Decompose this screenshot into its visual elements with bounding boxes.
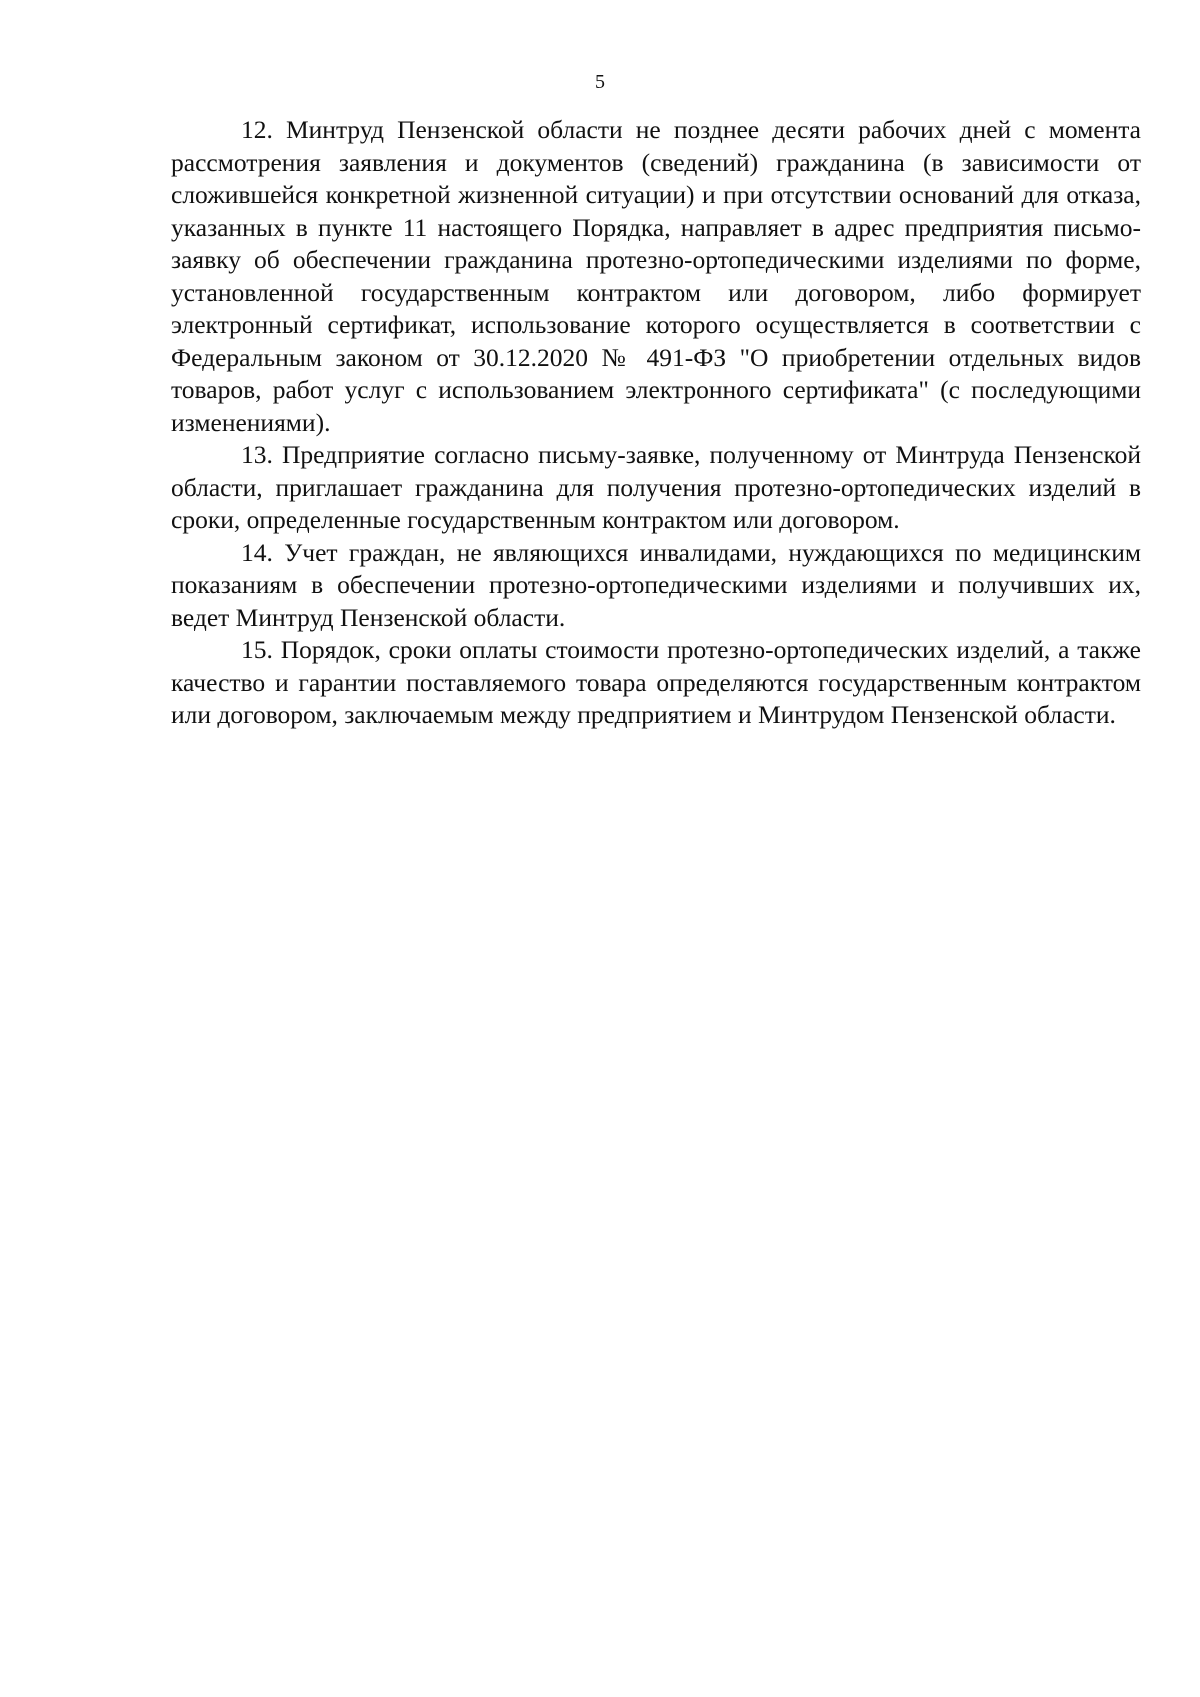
page-number: 5 bbox=[595, 71, 605, 93]
paragraph-14: 14. Учет граждан, не являющихся инвалидами, нуждающихся по медицинским показаниям в обеспечении протезно-ортопедическими изделиями и получивших их, ведет Минтруд Пензенской области. bbox=[171, 537, 1141, 632]
document-body bbox=[171, 114, 1141, 732]
paragraph-15: 15. Порядок, сроки оплаты стоимости протезно-ортопедических изделий, а также качество и гарантии поставляемого товара определяются государственным контрактом или договором, заключаемым между предприятием и Минтрудом Пензенской области. bbox=[171, 635, 1141, 729]
paragraph-12: 12. Минтруд Пензенской области не позднее десяти рабочих дней с момента рассмотрения заявления и документов (сведений) гражданина (в зависимости от сложившейся конкретной жизненной ситуации) и при отсутствии оснований для отказа, указанных в пункте 11 настоящего Порядка, направляет в адрес предприятия письмо-заявку об обеспечении гражданина протезно-ортопедическими изделиями по форме, установленной государственным контрактом или договором, либо формирует электронный сертификат, использование которого осуществляется в соответствии с Федеральным законом от 30.12.2020 № 491-ФЗ "О приобретении отдельных видов товаров, работ услуг с использованием электронного сертификата" (с последующими изменениями). bbox=[171, 115, 1141, 437]
paragraph-13: 13. Предприятие согласно письму-заявке, полученному от Минтруда Пензенской области, приглашает гражданина для получения протезно-ортопедических изделий в сроки, определенные государственным контрактом или договором. bbox=[171, 440, 1141, 534]
